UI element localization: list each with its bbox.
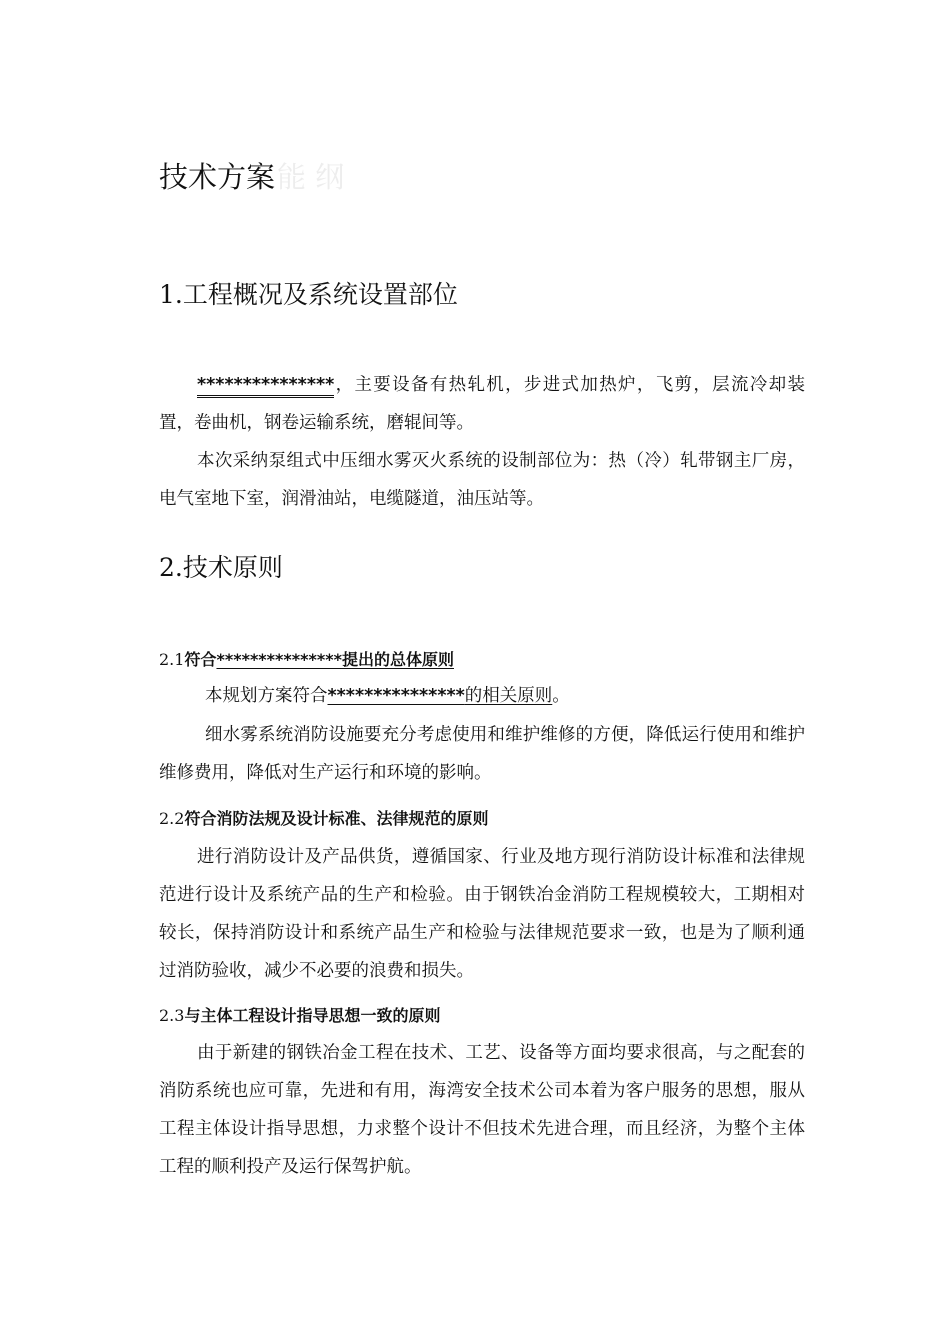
section-2-number: 2. <box>159 553 183 582</box>
subsection-heading-post: 提出的总体原则 <box>341 650 454 669</box>
paragraph-text: ，主要设备有热轧机，步进式加热炉，飞剪，层流冷却装置，卷曲机，钢卷运输系统，磨辊间等。 <box>159 375 805 433</box>
section-1-paragraph-2: 本次采纳泵组式中压细水雾灭火系统的设制部位为：热（冷）轧带钢主厂房，电气室地下室，润滑油站，电缆隧道，油压站等。 <box>159 451 805 509</box>
paragraph-pre: 本规划方案符合 <box>205 686 328 706</box>
subsection-2-1-paragraph-2: 细水雾系统消防设施要充分考虑使用和维护维修的方便，降低运行使用和维护维修费用，降低对生产运行和环境的影响。 <box>159 725 805 783</box>
subsection-heading-pre: 符合 <box>184 650 217 669</box>
section-1-heading <box>159 277 805 313</box>
subsection-2-3-paragraph: 由于新建的钢铁冶金工程在技术、工艺、设备等方面均要求很高，与之配套的消防系统也应可靠，先进和有用，海湾安全技术公司本着为客户服务的思想，服从工程主体设计指导思想，力求整个设计不但技术先进合理，而且经济，为整个主体工程的顺利投产及运行保驾护航。 <box>159 1043 805 1177</box>
section-1-number: 1. <box>159 280 183 309</box>
subsection-2-2-title: 符合消防法规及设计标准、法律规范的原则 <box>184 809 489 828</box>
masked-project-name: *************** <box>197 375 334 398</box>
subsection-2-2-number: 2.2 <box>159 809 185 828</box>
section-1-title: 工程概况及系统设置部位 <box>182 280 458 309</box>
title-text: 技术方案 <box>159 160 276 194</box>
document-title <box>159 157 805 197</box>
masked-org-name-2: *************** <box>327 686 465 706</box>
subsection-2-3-heading <box>159 1004 805 1028</box>
subsection-2-2-paragraph: 进行消防设计及产品供货，遵循国家、行业及地方现行消防设计标准和法律规范进行设计及系统产品的生产和检验。由于钢铁冶金消防工程规模较大，工期相对较长，保持消防设计和系统产品生产和检验与法律规范要求一致，也是为了顺利通过消防验收，减少不必要的浪费和损失。 <box>159 847 805 981</box>
subsection-2-1-number: 2.1 <box>159 650 185 669</box>
paragraph-end: 。 <box>552 686 570 706</box>
subsection-2-2-heading <box>159 807 805 831</box>
watermark-text: 能 纲 <box>277 160 345 194</box>
subsection-2-3-title: 与主体工程设计指导思想一致的原则 <box>184 1006 441 1025</box>
section-2-title: 技术原则 <box>182 553 283 582</box>
paragraph-post: 的相关原则 <box>464 686 553 706</box>
section-1-paragraph-1 <box>159 366 805 442</box>
subsection-2-3-number: 2.3 <box>159 1006 185 1025</box>
subsection-2-1-paragraph-1 <box>159 677 805 715</box>
subsection-2-1-heading <box>159 648 805 672</box>
masked-org-name: *************** <box>216 650 342 669</box>
section-2-heading <box>159 550 805 586</box>
